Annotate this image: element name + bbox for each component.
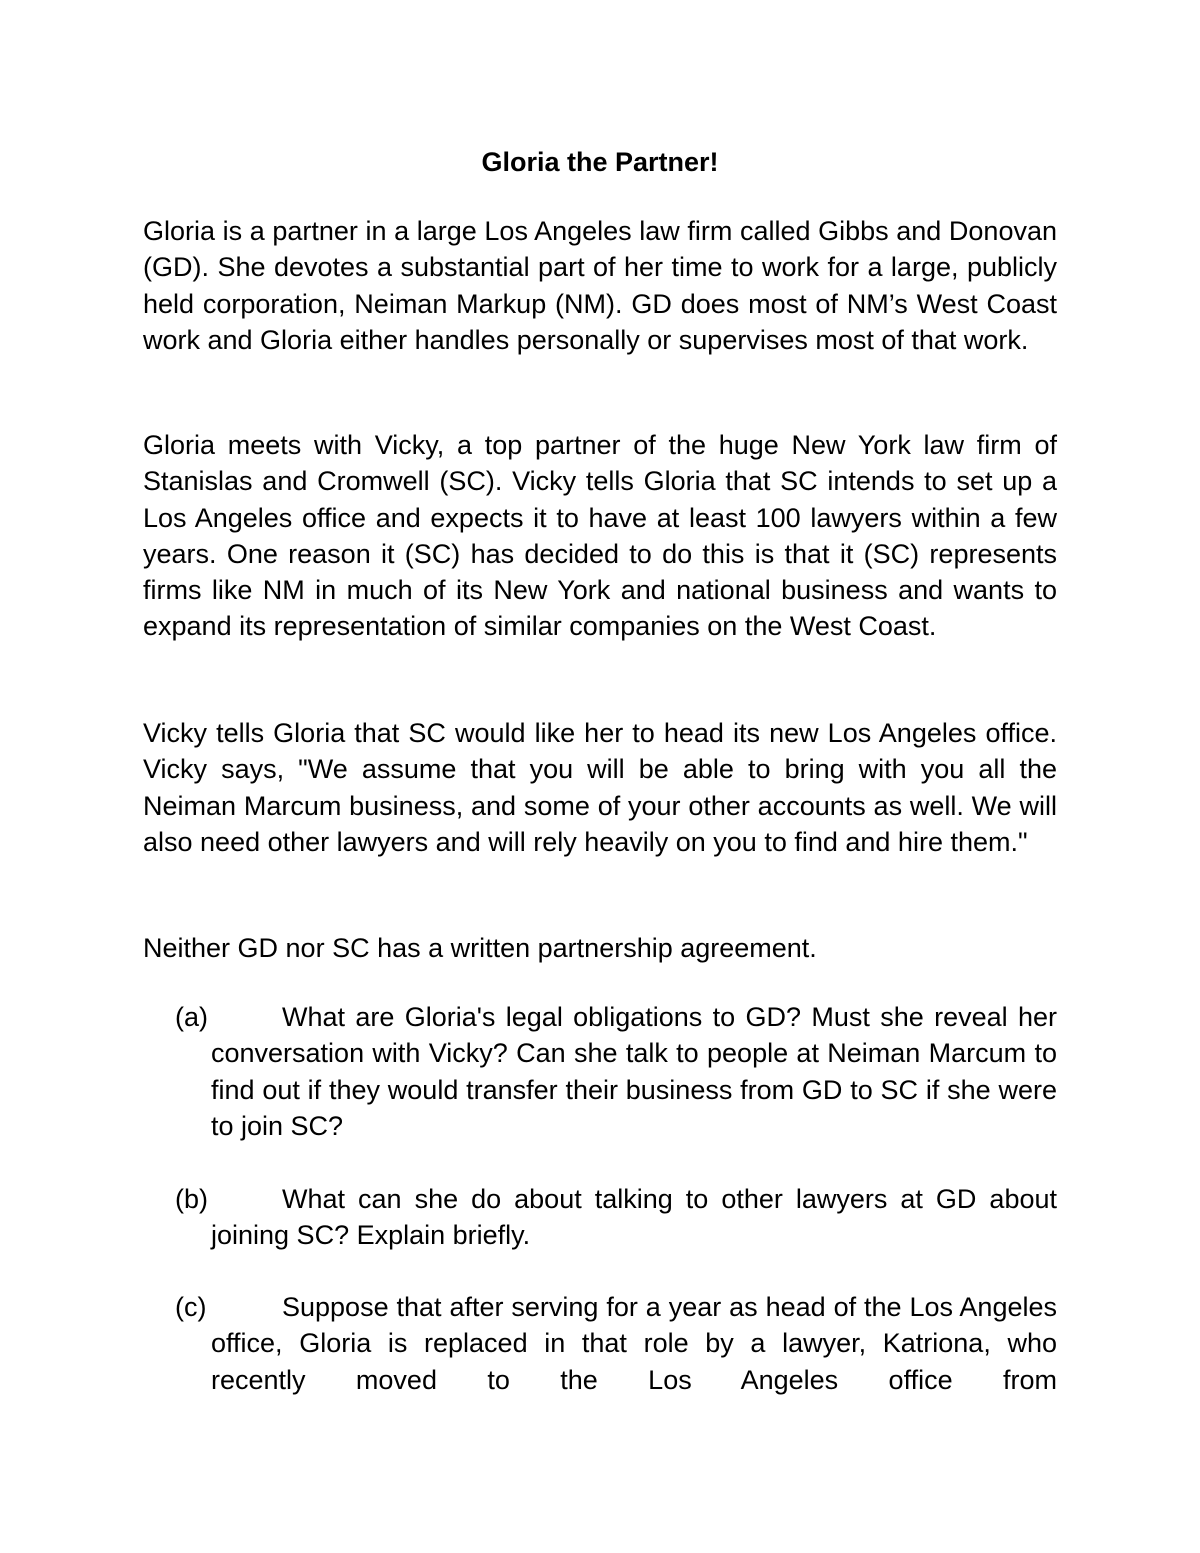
question-label: (c) <box>175 1292 207 1322</box>
paragraph-offer: Vicky tells Gloria that SC would like her to head its new Los Angeles office. Vicky says, "We assume that you will be able to bring with you all the Neiman Marcum business, and some of your other accounts as well. We will also need other lawyers and will rely heavily on you to find and hire them." <box>143 718 1057 857</box>
document-title: Gloria the Partner! <box>481 147 719 177</box>
question-a <box>175 999 1057 1144</box>
question-label: (a) <box>175 1002 208 1032</box>
paragraph-intro: Gloria is a partner in a large Los Angeles law firm called Gibbs and Donovan (GD). She devotes a substantial part of her time to work for a large, publicly held corporation, Neiman Markup (NM). GD does most of NM’s West Coast work and Gloria either handles personally or supervises most of that work. <box>143 216 1057 355</box>
question-text: What are Gloria's legal obligations to GD? Must she reveal her conversation with Vicky? Can she talk to people at Neiman Marcum to find out if they would transfer their business from GD to SC if she were to join SC? <box>211 1002 1057 1141</box>
question-b <box>175 1181 1057 1254</box>
question-c <box>175 1289 1057 1398</box>
question-text: What can she do about talking to other lawyers at GD about joining SC? Explain briefly. <box>211 1184 1057 1251</box>
paragraph-agreement: Neither GD nor SC has a written partnership agreement. <box>143 933 817 963</box>
question-text: Suppose that after serving for a year as head of the Los Angeles office, Gloria is replaced in that role by a lawyer, Katriona, who recently moved to the Los Angeles office from <box>211 1292 1057 1395</box>
question-label: (b) <box>175 1184 208 1214</box>
paragraph-meeting: Gloria meets with Vicky, a top partner of the huge New York law firm of Stanislas and Cromwell (SC). Vicky tells Gloria that SC intends to set up a Los Angeles office and expects it to have at least 100 lawyers within a few years. One reason it (SC) has decided to do this is that it (SC) represents firms like NM in much of its New York and national business and wants to expand its representation of similar companies on the West Coast. <box>143 430 1057 642</box>
